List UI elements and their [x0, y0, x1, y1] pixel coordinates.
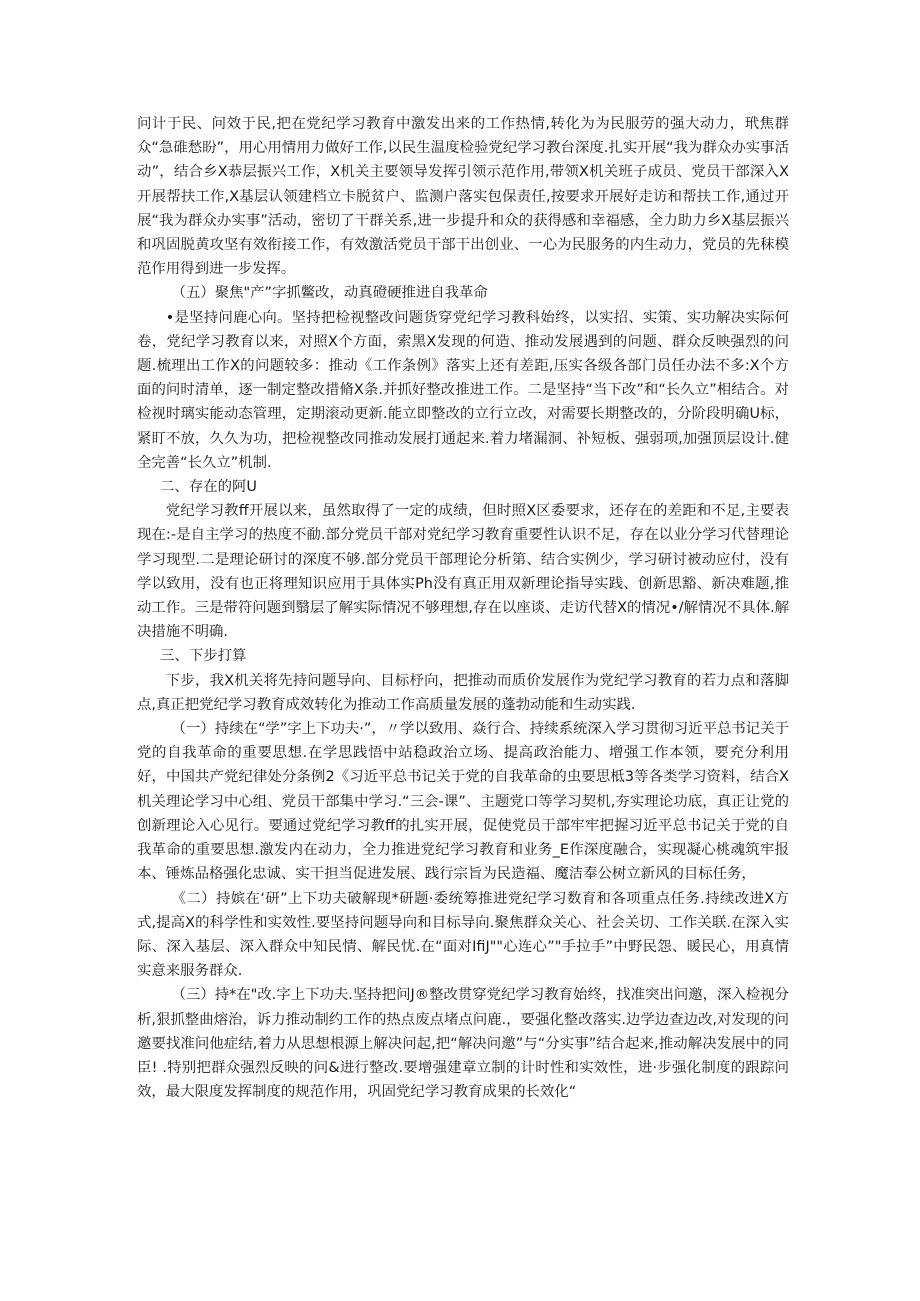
- section-heading-problems: 二、存在的阿U: [160, 479, 257, 496]
- paragraph-problems: 党纪学习教ff开展以来，虽然取得了一定的成绩，但时照X区委要求，还存在的差距和不足,主要表现在:-是自主学习的热度不勈.部分党员干部对党纪学习教育重要性认识不足，存在以业分学习代替理论学习现型.二是理论研讨的深度不够.部分党员干部理论分析第、结合实例少，学习研讨被动应付，没有学以致用，没有也正将理知识应用于具体实Ph没有真正用双新理论指导实践、创新思豁、新决难题,推动工作。三是带符问题到翳层了解实际情况不够理想,存在以座谈、走访代替X的情况•/解情况不具体.解决措施不明确.: [137, 503, 789, 641]
- paragraph-service-to-people: 问计于民、问效于民,把在党纪学习教育中激发出来的工作热情,转化为为民服劳的强大动力，玳焦群众“急碓愁盼”，用心用情用力做好工作,以民生温度检验党纪学习教台深度.扎实开展“我为群众办实事活动”，结合乡X恭层振兴工作，X机关主要领导发挥引领示范作用,带领X机关班子成员、党员干部深入X开展帮扶工作,X基层认领建档立卡脱贫户、监测户落实包保责任,按要求开展好走访和帮扶工作,通过开展“我为群众办实事”活动，密切了干群关系,进一步提升和众的获得感和幸福感，全力助力乡X基层振兴和巩固脱黄攻坚有效衔接工作，有效激活党员干部干出创业、一心为民服务的内生动力，党员的先秣模范作用得到进一步发挥。: [137, 116, 789, 278]
- section-heading-five: （五）聚焦"产”字抓鳖改，动真磴硬推进自我革命: [171, 285, 488, 302]
- paragraph-item-one: （一）持续在“学”字上下功夫·”，〃学以致用、焱行合、持续系统深入学习贯彻习近平总书记关于党的自我革命的重要思想.在学思践悟中站稳政治立场、提高政治能力、增强工作本领，要充分利用好，中国共产党纪律处分条例2《习近平总书记关于党的自我革命的虫要思柢3等各类学习资料，结合X机关理论学习中心组、党员干部集中学习.“三会-课”、主题党口等学习契机,夯实理论功底，真正让党的创新理论入心见行。要通过党纪学习教ff的扎实开展，促使党员干部牢牢把握习近平总书记关于党的自我革命的重要思想.激发内在动力，全力推进党纪学习教育和业务_E作深度融合，实现凝心桃魂筑牢报本、锤炼品格强化忠诚、实干担当促进发展、践行宗旨为民造福、魔洁奉公树立新风的目标任务，: [137, 721, 789, 883]
- document-body: [137, 112, 789, 1104]
- paragraph-rectification: •是坚持问鹿心向。坚持把检视整改问题货穿党纪学习教科始终，以实招、实策、实功解决实际何卷，党纪学习教育以来，对照X个方面，索黑X发现的何造、推动发展遇到的问题、群众反映强烈的问题.梳理出工作X的问题较多：推动《工作条例》落实上还有差距,压实各级各部门员任办法不多:X个方面的问时清单，逐一制定整改措脩X条.并抓好整改推进工作。二是坚持“当下改”和“长久立”相结合。对检视时璃实能动态管理，定期滚动更新.能立即整改的立行立改，对需要长期整改的，分阶段明确U标，紧盯不放，久久为功，把检视整改同推动发展打通起来.着力堵漏洞、补短板、强弱项,加强顶层设计.健全完善“长久立”机制.: [137, 309, 789, 471]
- paragraph-item-two: 《二）持嫔在‘研”上下功夫破解现*研题·委统筹推进党纪学习数育和各项重点任务.持续改进X方式,提高X的科学性和实效性.要坚持问题导向和目标导向.聚焦群众关心、社会关切、工作关联.在深入实际、深入基层、深入群众中知民情、解民忧.在“面对IfiJ""心连心”"手拉手”中野民怨、暖民心，用真情实意来服务群众.: [137, 890, 789, 980]
- paragraph-next-steps-intro: 下步，我X机关将先持问题导向、目标杼向，把推动而质价发展作为党纪学习教育的若力点和落脚点,真正把党纪学习教育成效转化为推动工作高质量发展的蓬勃动能和生动实践.: [137, 672, 789, 713]
- paragraph-item-three: （三）持*在"改.字上下功夫.坚持把问J®整改贯穿党纪学习教育始终，找准突出问邀，深入检视分析,狠抓整曲熔治，诉力推动制约工作的热点废点堵点问鹿.，要强化整改落实.边学边查边改,对发现的问邀要找准问他症结,着力从思想根源上解决问起,把“解决问邀”与“分实事”结合起来,推动解决发展中的同臣! .特别把群众强烈反映的问&进行整改.要增强建章立制的计时性和实效性，进·步强化制度的跟踪问效，最大限度发挥制度的规范作用，巩固党纪学习教育成果的长效化“: [137, 987, 789, 1101]
- section-heading-next-steps: 三、下步打算: [160, 648, 247, 665]
